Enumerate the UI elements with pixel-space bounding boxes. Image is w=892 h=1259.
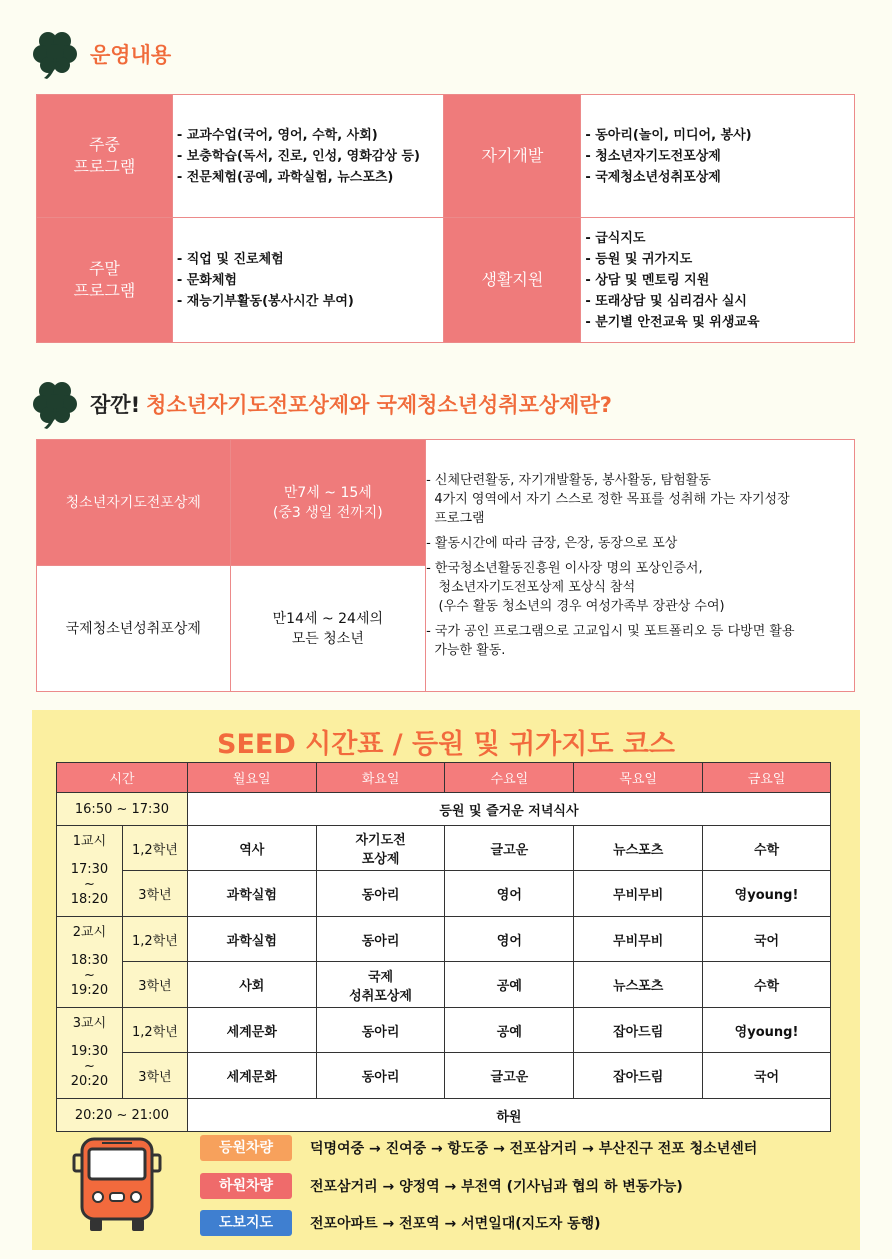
age-line: 만7세 ~ 15세 (283, 484, 372, 501)
class-name: 국어 (753, 933, 780, 949)
grade-cell: 3학년 (122, 1053, 187, 1099)
award-age (230, 440, 426, 566)
schedule-title: SEED 시간표 / 등원 및 귀가지도 코스 (217, 729, 675, 760)
class-cell (187, 1053, 316, 1099)
period-start: 19:30 (70, 1044, 109, 1059)
list-item: - 청소년자기도전포상제 (585, 148, 721, 164)
list-item: - 또래상담 및 심리검사 실시 (585, 293, 747, 309)
class-cell (187, 1008, 316, 1053)
class-name: 영young! (734, 1024, 799, 1040)
dinner-time: 16:50 ~ 17:30 (57, 793, 188, 826)
period-row (57, 826, 831, 871)
period-tilde: ~ (84, 1059, 95, 1074)
list-item: - 급식지도 (585, 230, 646, 246)
class-cell (187, 962, 316, 1008)
category-weekend (37, 218, 173, 343)
period-row (57, 1008, 831, 1053)
class-name: 자기도전 (355, 833, 406, 848)
class-cell (445, 962, 574, 1008)
route-text: 전포아파트 → 전포역 → 서면일대(지도자 동행) (310, 1216, 601, 1232)
list-item: - 전문체험(공예, 과학실험, 뉴스포츠) (176, 169, 394, 185)
period-label: 1교시 (72, 834, 107, 849)
class-name: 국어 (753, 1070, 780, 1085)
period-row (57, 962, 831, 1008)
class-cell (316, 962, 445, 1008)
periods-body (57, 826, 831, 1099)
class-name: 잡아드림 (613, 1024, 664, 1040)
award-table (36, 439, 855, 692)
class-name: 과학실험 (226, 933, 277, 949)
desc-line: 가능한 활동. (426, 643, 506, 658)
award-age (230, 566, 426, 692)
class-cell (574, 1053, 703, 1099)
category-life-support: 생활지원 (444, 218, 581, 343)
list-item: - 직업 및 진로체험 (176, 251, 284, 267)
class-cell (574, 1008, 703, 1053)
class-name: 무비무비 (613, 888, 664, 903)
weekend-list (172, 218, 444, 343)
list-item: - 분기별 안전교육 및 위생교육 (585, 314, 760, 330)
weekday-list (172, 95, 444, 218)
route-boarding (200, 1135, 757, 1161)
period-cell (57, 1008, 123, 1099)
class-cell (703, 826, 831, 871)
grade-cell: 3학년 (122, 871, 187, 917)
grade-cell: 1,2학년 (122, 826, 187, 871)
desc-line: 청소년자기도전포상제 포상식 참석 (426, 580, 636, 595)
desc-line: - 신체단련활동, 자기개발활동, 봉사활동, 탐험활동 (426, 473, 711, 488)
section1-header (32, 28, 171, 80)
category-label: 프로그램 (73, 157, 136, 176)
desc-block (426, 534, 844, 553)
class-name: 영어 (496, 933, 522, 949)
dinner-row (57, 793, 831, 826)
class-name: 성취포상제 (349, 988, 412, 1004)
award-name: 청소년자기도전포상제 (37, 440, 231, 566)
header-thu: 목요일 (574, 763, 703, 793)
end-row (57, 1099, 831, 1132)
schedule-panel (32, 710, 860, 1250)
grade-cell: 1,2학년 (122, 917, 187, 962)
period-end: 19:20 (70, 983, 109, 998)
class-cell (187, 871, 316, 917)
class-cell (703, 1053, 831, 1099)
class-cell (703, 1008, 831, 1053)
program-table (36, 94, 855, 343)
period-start: 18:30 (70, 953, 109, 968)
route-tag: 도보지도 (200, 1210, 292, 1236)
grade-cell: 1,2학년 (122, 1008, 187, 1053)
list-item: - 동아리(놀이, 미디어, 봉사) (585, 127, 752, 143)
period-row (57, 871, 831, 917)
class-cell (316, 1053, 445, 1099)
class-name: 역사 (239, 842, 265, 858)
class-name: 과학실험 (226, 888, 277, 903)
bus-icon (72, 1135, 162, 1235)
class-name: 공예 (496, 979, 522, 994)
class-name: 수학 (753, 842, 780, 858)
desc-line: 4가지 영역에서 자기 스스로 정한 목표를 성취해 가는 자기성장 (426, 492, 790, 507)
list-item: - 상담 및 멘토링 지원 (585, 272, 710, 288)
program-row (37, 95, 855, 218)
list-item: - 재능기부활동(봉사시간 부여) (176, 293, 354, 309)
desc-line: - 국가 공인 프로그램으로 고교입시 및 포트폴리오 등 다방면 활용 (426, 624, 795, 639)
award-description (426, 440, 855, 692)
end-text: 하원 (187, 1099, 830, 1132)
class-name: 무비무비 (613, 933, 664, 949)
period-tilde: ~ (84, 877, 95, 892)
grade-cell: 3학년 (122, 962, 187, 1008)
class-cell (445, 826, 574, 871)
header-time: 시간 (57, 763, 188, 793)
list-item: - 국제청소년성취포상제 (585, 169, 721, 185)
class-name: 사회 (239, 979, 265, 994)
class-cell (445, 1008, 574, 1053)
class-name: 글고운 (490, 1070, 529, 1085)
period-row (57, 1053, 831, 1099)
timetable-header (57, 763, 831, 793)
class-cell (445, 1053, 574, 1099)
class-cell (316, 917, 445, 962)
class-cell (703, 917, 831, 962)
header-mon: 월요일 (187, 763, 316, 793)
age-line: 모든 청소년 (291, 630, 364, 647)
period-cell (57, 917, 123, 1008)
class-name: 뉴스포츠 (613, 842, 664, 858)
desc-line: - 한국청소년활동진흥원 이사장 명의 포상인증서, (426, 561, 703, 576)
class-name: 동아리 (361, 933, 400, 949)
class-cell (703, 962, 831, 1008)
class-name: 공예 (496, 1024, 522, 1040)
desc-line: (우수 활동 청소년의 경우 여성가족부 장관상 수여) (426, 599, 725, 614)
class-cell (574, 871, 703, 917)
class-name: 세계문화 (226, 1024, 277, 1040)
class-cell (574, 962, 703, 1008)
self-dev-list (581, 95, 855, 218)
class-name: 국제 (368, 969, 394, 985)
section2-header (32, 378, 612, 430)
life-support-list (581, 218, 855, 343)
clover-icon (32, 28, 82, 80)
class-cell (703, 871, 831, 917)
class-cell (187, 826, 316, 871)
age-line: (중3 생일 전까지) (272, 504, 383, 521)
period-end: 18:20 (70, 892, 109, 907)
class-name: 포상제 (361, 852, 400, 867)
route-text: 덕명여중 → 진여중 → 항도중 → 전포삼거리 → 부산진구 전포 청소년센터 (310, 1141, 758, 1157)
class-cell (316, 1008, 445, 1053)
class-name: 글고운 (490, 842, 529, 858)
section2-title-prefix: 잠깐! (90, 393, 141, 417)
period-start: 17:30 (70, 862, 109, 877)
route-text: 전포삼거리 → 양정역 → 부전역 (기사님과 협의 하 변동가능) (310, 1179, 683, 1195)
class-name: 수학 (753, 979, 780, 994)
category-label: 프로그램 (73, 281, 136, 300)
desc-block (426, 622, 844, 660)
end-time: 20:20 ~ 21:00 (57, 1099, 188, 1132)
class-cell (445, 917, 574, 962)
program-row (37, 218, 855, 343)
category-label: 주중 (88, 135, 120, 154)
header-tue: 화요일 (316, 763, 445, 793)
category-label: 주말 (88, 259, 120, 278)
class-name: 영young! (734, 888, 799, 903)
header-wed: 수요일 (445, 763, 574, 793)
class-cell (574, 917, 703, 962)
class-name: 뉴스포츠 (613, 979, 664, 994)
period-row (57, 917, 831, 962)
desc-block (426, 471, 844, 528)
class-cell (445, 871, 574, 917)
list-item: - 문화체험 (176, 272, 237, 288)
class-name: 동아리 (361, 1070, 400, 1085)
dinner-text: 등원 및 즐거운 저녁식사 (187, 793, 830, 826)
class-name: 동아리 (361, 1024, 400, 1040)
category-self-dev: 자기개발 (444, 95, 581, 218)
period-label: 3교시 (72, 1016, 107, 1031)
age-line: 만14세 ~ 24세의 (272, 610, 383, 627)
route-walking (200, 1210, 601, 1236)
route-leaving (200, 1173, 683, 1199)
award-row (37, 440, 855, 566)
class-cell (574, 826, 703, 871)
route-tag: 하원차량 (200, 1173, 292, 1199)
desc-line: 프로그램 (426, 511, 485, 526)
period-cell (57, 826, 123, 917)
class-cell (316, 871, 445, 917)
list-item: - 보충학습(독서, 진로, 인성, 영화감상 등) (176, 148, 420, 164)
list-item: - 등원 및 귀가지도 (585, 251, 693, 267)
class-name: 잡아드림 (613, 1070, 664, 1085)
period-label: 2교시 (72, 925, 107, 940)
clover-icon (32, 378, 82, 430)
class-name: 동아리 (361, 888, 400, 903)
period-end: 20:20 (70, 1074, 109, 1089)
desc-block (426, 559, 844, 616)
section2-title: 청소년자기도전포상제와 국제청소년성취포상제란? (146, 393, 612, 417)
header-fri: 금요일 (703, 763, 831, 793)
class-cell (316, 826, 445, 871)
list-item: - 교과수업(국어, 영어, 수학, 사회) (176, 127, 378, 143)
timetable (56, 762, 831, 1132)
route-tag: 등원차량 (200, 1135, 292, 1161)
section1-title: 운영내용 (90, 43, 172, 67)
class-cell (187, 917, 316, 962)
period-tilde: ~ (84, 968, 95, 983)
class-name: 세계문화 (226, 1070, 277, 1085)
desc-line: - 활동시간에 따라 금장, 은장, 동장으로 포상 (426, 536, 678, 551)
category-weekday (37, 95, 173, 218)
class-name: 영어 (496, 888, 522, 903)
award-name: 국제청소년성취포상제 (37, 566, 231, 692)
